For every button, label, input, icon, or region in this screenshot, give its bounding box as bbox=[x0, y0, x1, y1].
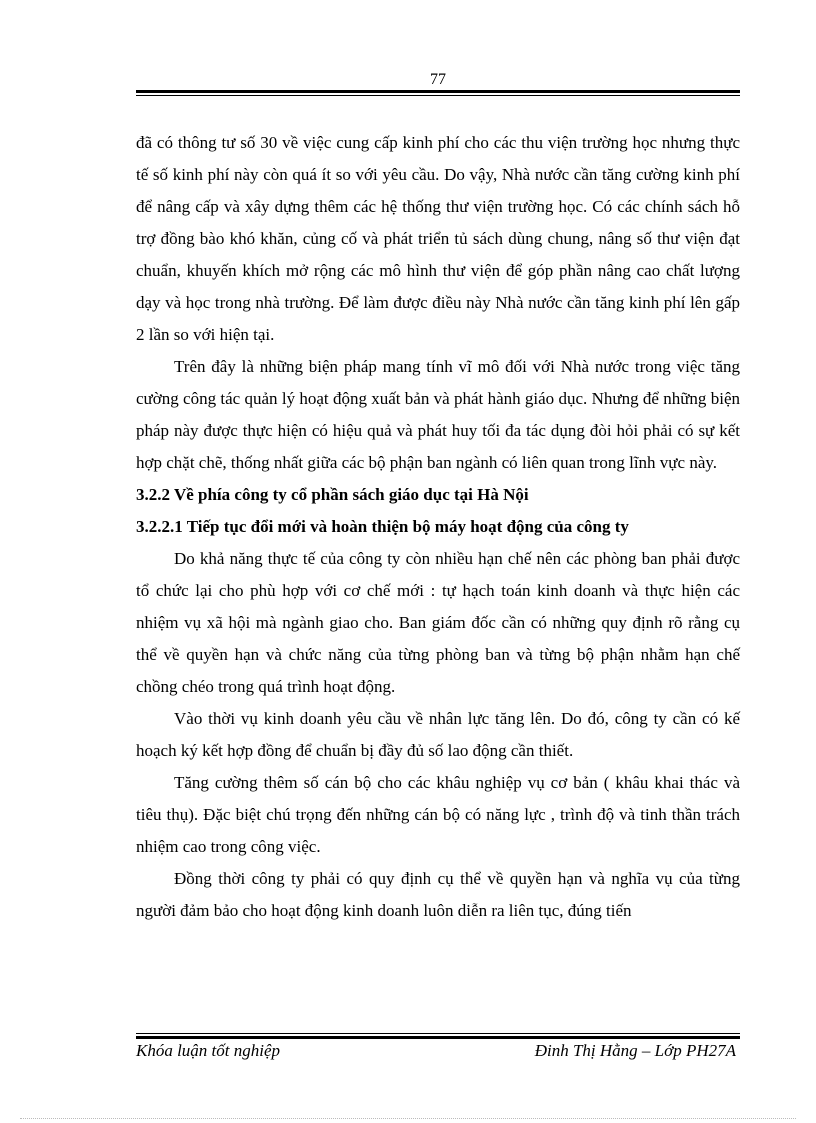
header-rule-thick bbox=[136, 90, 740, 93]
footer-rule-thin bbox=[136, 1033, 740, 1034]
header-rule-thin bbox=[136, 95, 740, 96]
paragraph: Trên đây là những biện pháp mang tính vĩ mô đối với Nhà nước trong việc tăng cường công tác quản lý hoạt động xuất bản và phát hành giáo dục. Nhưng để những biện pháp này được thực hiện có hiệu quả và phát huy tối đa tác dụng đòi hỏi phải có sự kết hợp chặt chẽ, thống nhất giữa các bộ phận ban ngành có liên quan trong lĩnh vực này. bbox=[136, 357, 740, 472]
body-text bbox=[136, 127, 740, 927]
paragraph: Đồng thời công ty phải có quy định cụ thể về quyền hạn và nghĩa vụ của từng người đảm bảo cho hoạt động kinh doanh luôn diễn ra liên tục, đúng tiến bbox=[136, 869, 740, 920]
page-bottom-divider bbox=[20, 1118, 796, 1119]
paragraph: Do khả năng thực tế của công ty còn nhiều hạn chế nên các phòng ban phải được tổ chức lại cho phù hợp với cơ chế mới : tự hạch toán kinh doanh và thực hiện các nhiệm vụ xã hội mà ngành giao cho. Ban giám đốc cần có những quy định rõ rằng cụ thể về quyền hạn và chức năng của từng phòng ban và từng bộ phận nhằm hạn chế chồng chéo trong quá trình hoạt động. bbox=[136, 549, 740, 696]
footer-author-class: Đinh Thị Hằng – Lớp PH27A bbox=[534, 1041, 736, 1060]
page-number: 77 bbox=[430, 71, 446, 88]
subsection-heading: 3.2.2.1 Tiếp tục đổi mới và hoàn thiện bộ máy hoạt động của công ty bbox=[136, 517, 629, 536]
section-heading: 3.2.2 Về phía công ty cổ phần sách giáo dục tại Hà Nội bbox=[136, 485, 529, 504]
footer-thesis-label: Khóa luận tốt nghiệp bbox=[136, 1041, 281, 1060]
paragraph: Vào thời vụ kinh doanh yêu cầu về nhân lực tăng lên. Do đó, công ty cần có kế hoạch ký kết hợp đồng để chuẩn bị đầy đủ số lao động cần thiết. bbox=[136, 709, 740, 760]
paragraph: Tăng cường thêm số cán bộ cho các khâu nghiệp vụ cơ bản ( khâu khai thác và tiêu thụ). Đặc biệt chú trọng đến những cán bộ có năng lực , trình độ và tinh thần trách nhiệm cao trong công việc. bbox=[136, 773, 740, 856]
footer-rule-thick bbox=[136, 1036, 740, 1039]
paragraph: đã có thông tư số 30 về việc cung cấp kinh phí cho các thu viện trường học nhưng thực tế số kinh phí này còn quá ít so với yêu cầu. Do vậy, Nhà nước cần tăng cường kinh phí để nâng cấp và xây dựng thêm các hệ thống thư viện trường học. Có các chính sách hỗ trợ đồng bào khó khăn, củng cố và phát triển tủ sách dùng chung, nâng số thư viện đạt chuẩn, khuyến khích mở rộng các mô hình thư viện để góp phần nâng cao chất lượng dạy và học trong nhà trường. Để làm được điều này Nhà nước cần tăng kinh phí lên gấp 2 lần so với hiện tại. bbox=[136, 133, 740, 344]
